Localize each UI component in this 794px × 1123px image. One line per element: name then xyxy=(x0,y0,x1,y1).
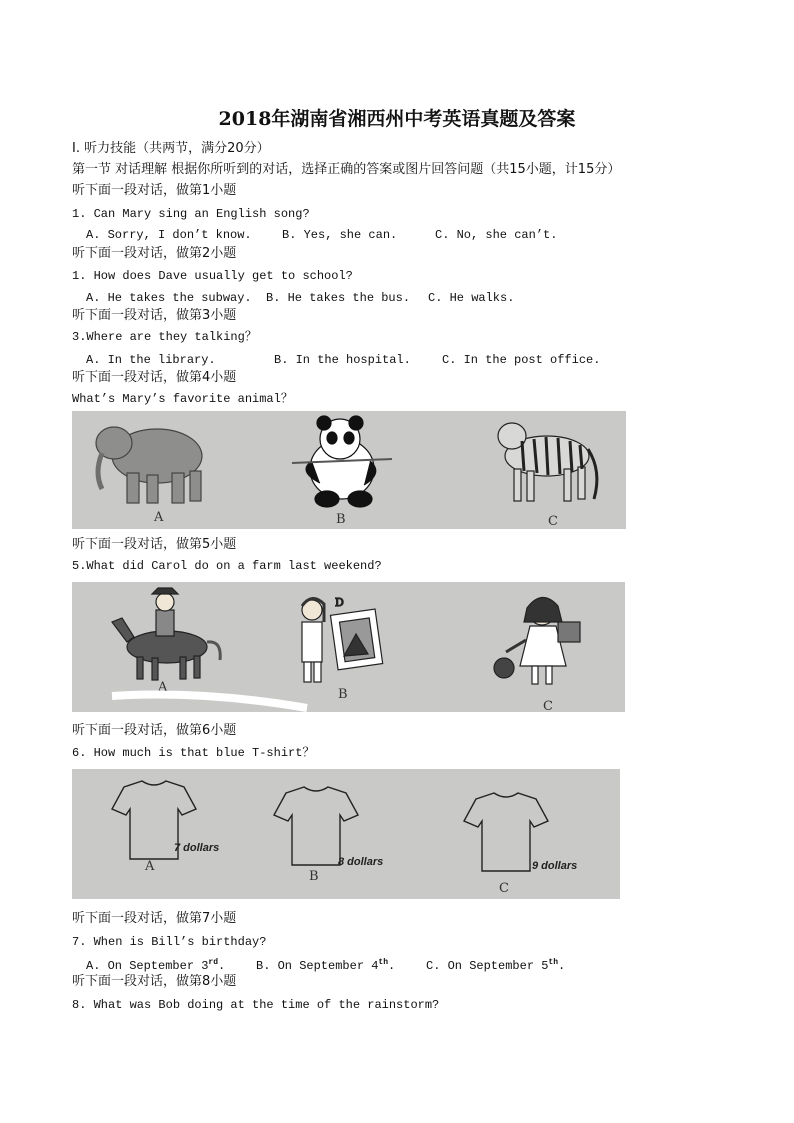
picture-label: C xyxy=(543,699,553,712)
svg-text:D: D xyxy=(335,596,344,609)
picture-label: A xyxy=(158,680,168,695)
listening-prompt: 听下面一段对话，做第7小题 xyxy=(72,911,237,926)
listening-prompt: 听下面一段对话，做第1小题 xyxy=(72,183,237,198)
option-a: A. Sorry, I don’t know. xyxy=(86,228,252,242)
option-c: C. He walks. xyxy=(428,291,515,305)
white-smudge xyxy=(112,695,307,709)
listening-prompt: 听下面一段对话，做第6小题 xyxy=(72,723,237,738)
elephant-icon xyxy=(96,427,202,503)
picture-label: C xyxy=(499,881,509,896)
option-b: B. Yes, she can. xyxy=(282,228,398,242)
picture-options-activities xyxy=(72,582,625,712)
page-title: 2018年湖南省湘西州中考英语真题及答案 xyxy=(218,108,576,130)
option-b: B. In the hospital. xyxy=(274,353,411,367)
option-c: C. In the post office. xyxy=(442,353,601,367)
question-text: 5.What did Carol do on a farm last weekend? xyxy=(72,559,382,573)
option-b: B. He takes the bus. xyxy=(266,291,411,305)
horse-rider-icon xyxy=(112,588,220,680)
picture-label: A xyxy=(145,859,155,874)
panda-icon xyxy=(292,416,392,507)
picture-label: B xyxy=(336,512,346,527)
listening-prompt: 听下面一段对话，做第8小题 xyxy=(72,974,237,989)
picture-label: B xyxy=(309,869,319,884)
option-a: A. On September 3rd. xyxy=(86,958,226,973)
picture-options-animals xyxy=(72,411,626,529)
question-text: 6. How much is that blue T-shirt？ xyxy=(72,746,315,760)
question-text: What’s Mary’s favorite animal？ xyxy=(72,392,293,406)
tiger-icon xyxy=(498,423,597,501)
listening-prompt: 听下面一段对话，做第5小题 xyxy=(72,537,237,552)
question-text: 8. What was Bob doing at the time of the rainstorm? xyxy=(72,998,440,1012)
option-c: C. On September 5th. xyxy=(426,958,566,973)
tshirt-icon xyxy=(274,787,358,865)
girl-watering-icon xyxy=(494,597,580,684)
price-tag: 8 dollars xyxy=(338,856,384,868)
option-c: C. No, she can’t. xyxy=(435,228,558,242)
listening-prompt: 听下面一段对话，做第2小题 xyxy=(72,246,237,261)
picture-label: C xyxy=(548,514,558,529)
question-text: 1. How does Dave usually get to school? xyxy=(72,269,353,283)
option-a: A. He takes the subway. xyxy=(86,291,252,305)
price-tag: 7 dollars xyxy=(174,842,220,854)
section-heading: I. 听力技能（共两节，满分20分） xyxy=(72,141,270,156)
price-tag: 9 dollars xyxy=(532,860,578,872)
question-text: 1. Can Mary sing an English song? xyxy=(72,207,310,221)
question-text: 3.Where are they talking？ xyxy=(72,330,257,344)
option-b: B. On September 4th. xyxy=(256,958,396,973)
section-instruction: 第一节 对话理解 根据你所听到的对话，选择正确的答案或图片回答问题（共15小题，计15分） xyxy=(72,162,621,177)
listening-prompt: 听下面一段对话，做第4小题 xyxy=(72,370,237,385)
question-text: 7. When is Bill’s birthday? xyxy=(72,935,267,949)
picture-label: A xyxy=(154,510,164,525)
option-a: A. In the library. xyxy=(86,353,216,367)
listening-prompt: 听下面一段对话，做第3小题 xyxy=(72,308,237,323)
painter-icon xyxy=(302,596,383,682)
picture-label: B xyxy=(338,687,348,702)
picture-options-tshirts xyxy=(72,769,620,899)
